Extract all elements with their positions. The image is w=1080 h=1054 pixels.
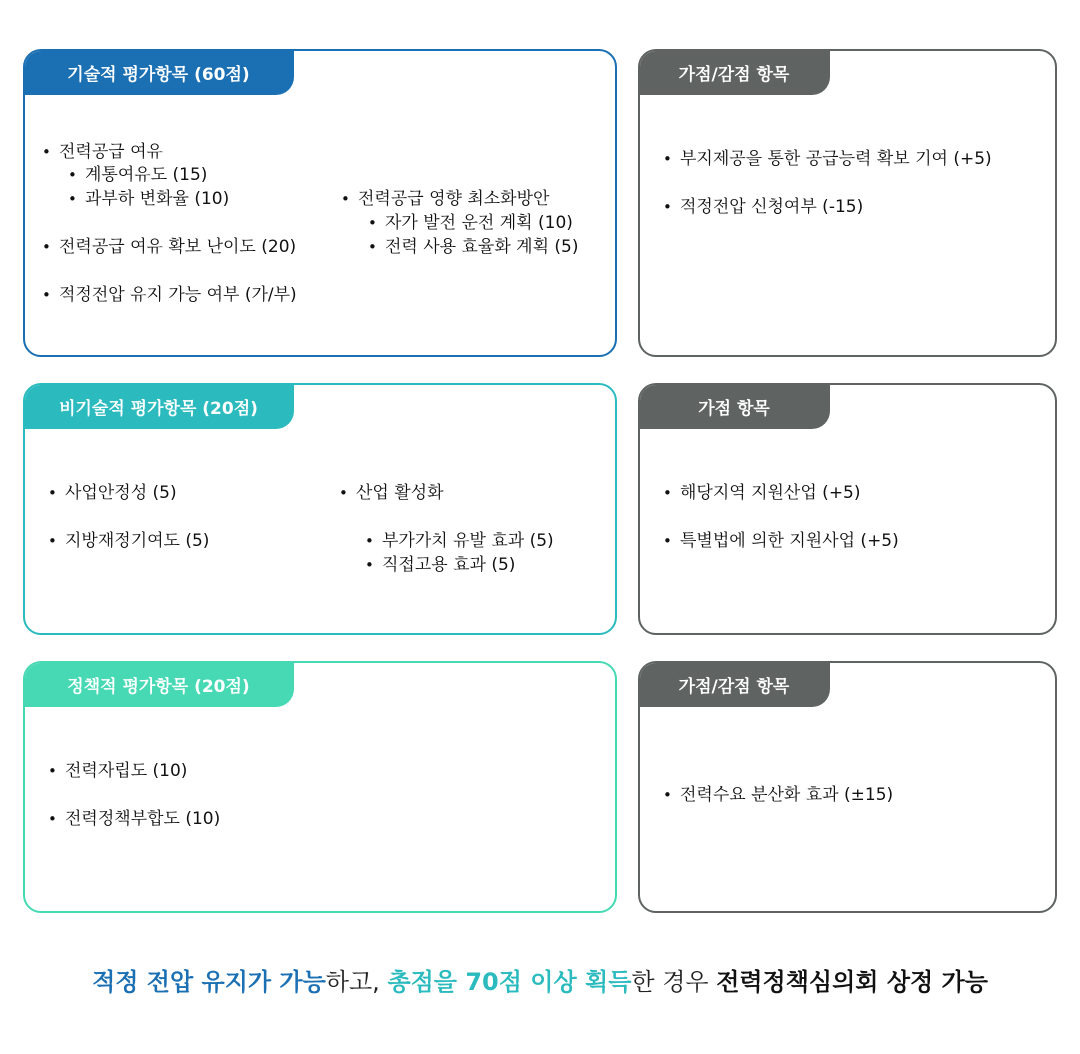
list-item: • 적정전압 신청여부 (-15) [680,195,863,219]
list-item: • 전력자립도 (10) [65,759,187,783]
bonus-penalty-title: 가점/감점 항목 [638,49,830,95]
bonus-penalty-panel-2 [638,661,1057,913]
conclusion-voltage: 적정 전압 유지가 가능 [92,968,326,996]
list-item: • 지방재정기여도 (5) [65,529,209,553]
policy-criteria-panel [23,661,617,913]
list-item: • 전력 사용 효율화 계획 (5) [385,235,579,259]
list-item: • 사업안정성 (5) [65,481,177,505]
list-item: • 특별법에 의한 지원사업 (+5) [680,529,899,553]
list-item: • 전력수요 분산화 효과 (±15) [680,783,893,807]
conclusion-result: 전력정책심의회 상정 가능 [716,968,988,996]
list-item: • 계통여유도 (15) [85,163,207,187]
list-item: • 전력공급 여유 확보 난이도 (20) [59,235,296,259]
list-item: • 적정전압 유지 가능 여부 (가/부) [59,283,297,307]
list-item: • 부가가치 유발 효과 (5) [382,529,554,553]
bonus-penalty-title: 가점/감점 항목 [638,661,830,707]
list-item: • 과부하 변화율 (10) [85,187,229,211]
list-item: • 직접고용 효과 (5) [382,553,515,577]
list-item: • 전력공급 여유 [59,140,163,164]
list-item: • 부지제공을 통한 공급능력 확보 기여 (+5) [680,147,992,171]
conclusion-connector: 하고, [325,968,388,996]
non-technical-criteria-title: 비기술적 평가항목 (20점) [23,383,294,429]
conclusion-connector: 한 경우 [631,968,717,996]
bonus-penalty-panel-1 [638,49,1057,357]
technical-criteria-panel [23,49,617,357]
conclusion-score: 총점을 70점 이상 획득 [387,968,632,996]
technical-criteria-title: 기술적 평가항목 (60점) [23,49,294,95]
list-item: • 산업 활성화 [356,481,444,505]
bonus-panel [638,383,1057,635]
non-technical-criteria-panel [23,383,617,635]
list-item: • 자가 발전 운전 계획 (10) [385,211,573,235]
conclusion-text [0,962,1080,997]
list-item: • 해당지역 지원산업 (+5) [680,481,861,505]
list-item: • 전력정책부합도 (10) [65,807,220,831]
bonus-title: 가점 항목 [638,383,830,429]
policy-criteria-title: 정책적 평가항목 (20점) [23,661,294,707]
list-item: • 전력공급 영향 최소화방안 [358,187,549,211]
